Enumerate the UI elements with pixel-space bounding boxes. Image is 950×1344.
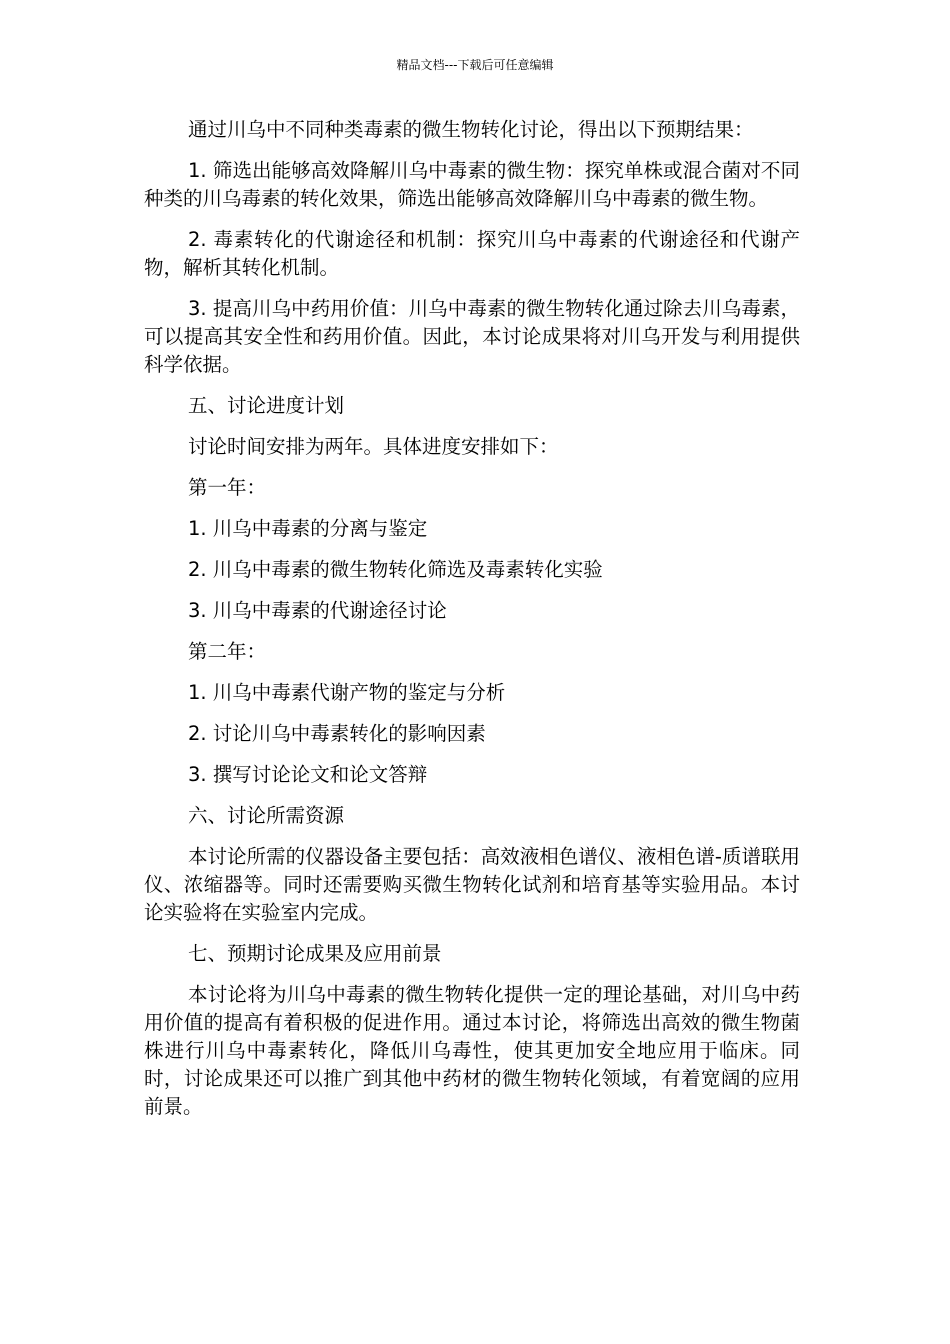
paragraph-expected-results-intro: 通过川乌中不同种类毒素的微生物转化讨论，得出以下预期结果： xyxy=(188,118,754,141)
paragraph-year-one: 第一年： xyxy=(188,476,267,499)
paragraph-result-2: 2. 毒素转化的代谢途径和机制：探究川乌中毒素的代谢途径和代谢产物，解析其转化机制。 xyxy=(144,228,800,279)
paragraph-year-two: 第二年： xyxy=(188,640,267,663)
list-item-year-one-1: 1. 川乌中毒素的分离与鉴定 xyxy=(188,517,428,540)
paragraph-schedule-intro: 讨论时间安排为两年。具体进度安排如下： xyxy=(188,435,559,458)
list-item-year-one-3: 3. 川乌中毒素的代谢途径讨论 xyxy=(188,599,447,622)
page-header: 精品文档---下载后可任意编辑 xyxy=(396,58,554,72)
paragraph-result-1: 1. 筛选出能够高效降解川乌中毒素的微生物：探究单株或混合菌对不同种类的川乌毒素的转化效果，筛选出能够高效降解川乌中毒素的微生物。 xyxy=(144,159,800,210)
paragraph-result-3: 3. 提高川乌中药用价值：川乌中毒素的微生物转化通过除去川乌毒素，可以提高其安全性和药用价值。因此，本讨论成果将对川乌开发与利用提供科学依据。 xyxy=(144,297,800,376)
list-item-year-two-2: 2. 讨论川乌中毒素转化的影响因素 xyxy=(188,722,486,745)
list-item-year-two-1: 1. 川乌中毒素代谢产物的鉴定与分析 xyxy=(188,681,506,704)
section-heading-outcomes: 七、预期讨论成果及应用前景 xyxy=(188,942,442,965)
list-item-year-two-3: 3. 撰写讨论论文和论文答辩 xyxy=(188,763,428,786)
section-heading-schedule: 五、讨论进度计划 xyxy=(188,394,345,417)
document-body xyxy=(144,116,800,1134)
section-heading-resources: 六、讨论所需资源 xyxy=(188,804,345,827)
paragraph-resources: 本讨论所需的仪器设备主要包括：高效液相色谱仪、液相色谱-质谱联用仪、浓缩器等。同时还需要购买微生物转化试剂和培育基等实验用品。本讨论实验将在实验室内完成。 xyxy=(144,845,800,924)
list-item-year-one-2: 2. 川乌中毒素的微生物转化筛选及毒素转化实验 xyxy=(188,558,603,581)
paragraph-outcomes: 本讨论将为川乌中毒素的微生物转化提供一定的理论基础，对川乌中药用价值的提高有着积极的促进作用。通过本讨论，将筛选出高效的微生物菌株进行川乌中毒素转化，降低川乌毒性，使其更加安全地应用于临床。同时，讨论成果还可以推广到其他中药材的微生物转化领域，有着宽阔的应用前景。 xyxy=(144,983,800,1118)
